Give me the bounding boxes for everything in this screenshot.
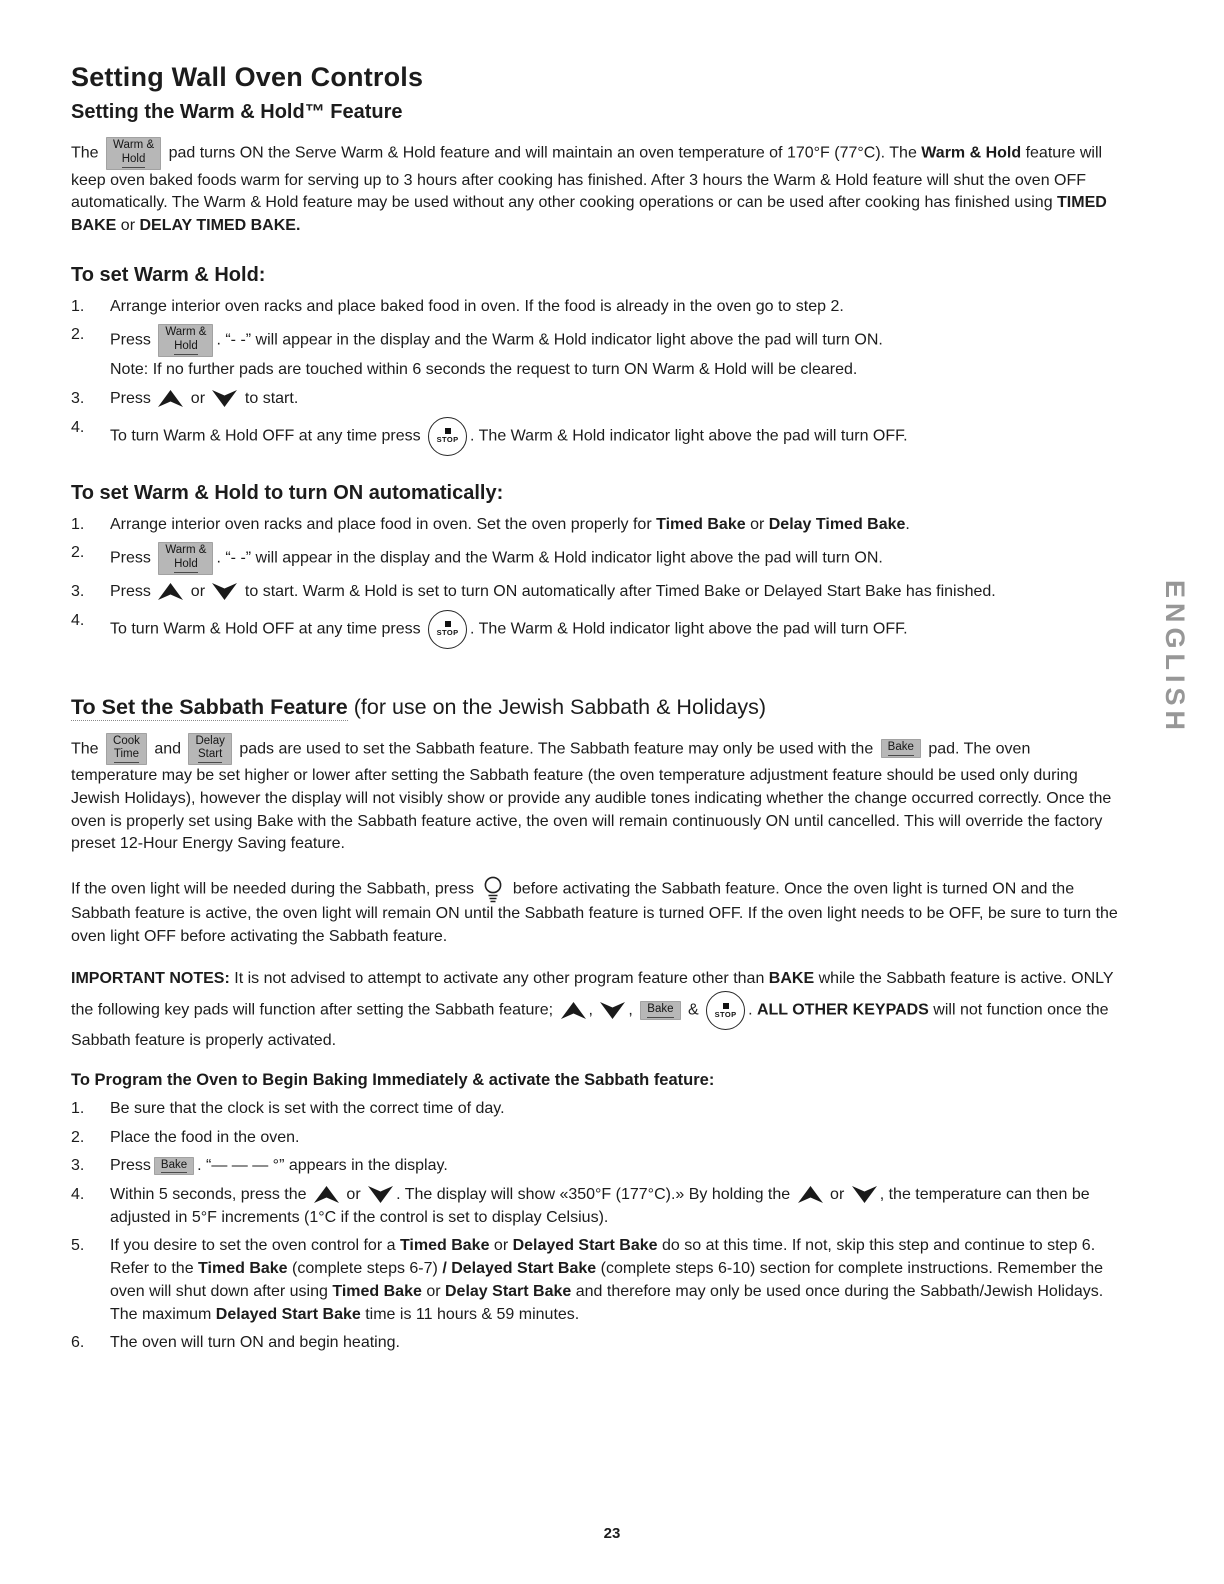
stop-icon: [428, 610, 467, 649]
sabbath-intro: The Cook Time and Delay Start pads are used to set the Sabbath feature. The Sabbath feature may only be used with the Bake pad. The oven temperature may be set higher or lower after setting the Sabbath feature (the oven temperature adjustment feature should be used only during Jewish Holidays), however the display will not visibly show or provide any audible tones indicating whether the change occurred correctly. Once the oven is properly set using Bake with the Sabbath feature active, the oven will remain continuously ON until cancelled. This will override the factory preset 12-Hour Energy Saving feature.: [71, 734, 1112, 853]
bake-pad: [640, 1001, 680, 1020]
step-text: [110, 324, 1120, 381]
emphasis-text: DELAY TIMED BAKE.: [139, 217, 301, 235]
stop-icon: [706, 991, 745, 1030]
delay-start-pad: [188, 733, 231, 766]
step-text: The oven will turn ON and begin heating.: [110, 1334, 400, 1352]
step-number: 1.: [71, 1099, 85, 1117]
down-arrow-icon: [600, 1002, 625, 1019]
step-item: [71, 1098, 1120, 1121]
step-text: Press or to start.: [110, 389, 299, 407]
bake-pad: [154, 1157, 194, 1176]
step-item: [71, 324, 1120, 381]
sabbath-light-paragraph: If the oven light will be needed during the Sabbath, press before activating the Sabbath feature. Once the oven light is turned ON and the Sabbath feature is active, the oven light will remain ON until the Sabbath feature is turned OFF. If the oven light needs to be OFF, be sure to turn the oven light OFF before activating the Sabbath feature.: [71, 876, 1120, 948]
emphasis-text: Delay Start Bake: [445, 1282, 572, 1300]
step-text: Be sure that the clock is set with the correct time of day.: [110, 1099, 505, 1117]
sabbath-heading-bold: To Set the Sabbath Feature: [71, 694, 348, 719]
down-arrow-icon: [368, 1186, 393, 1203]
pad-label: Hold: [174, 340, 198, 355]
auto-warm-hold-steps: [71, 514, 1120, 649]
up-arrow-icon: [561, 1002, 586, 1019]
warm-hold-feature-heading: Setting the Warm & Hold™ Feature: [71, 101, 403, 123]
step-item: [71, 581, 1120, 604]
stop-indicator-square: [445, 428, 451, 434]
warm-hold-pad: [158, 324, 213, 357]
sabbath-heading: [71, 695, 1120, 720]
sabbath-important-notes: IMPORTANT NOTES: It is not advised to attempt to activate any other program feature other than BAKE while the Sabbath feature is active. ONLY the following key pads will function after setting the Sabbath feature; , , Bake & STOP . ALL OTHER KEYPADS will not function once the Sabbath feature is properly activated.: [71, 970, 1114, 1050]
emphasis-text: / Delayed Start Bake: [442, 1260, 597, 1278]
step-item: [71, 1184, 1120, 1229]
down-arrow-icon: [212, 390, 237, 407]
up-arrow-icon: [798, 1186, 823, 1203]
step-item: [71, 388, 1120, 411]
pad-label: Bake: [161, 1159, 187, 1174]
step-item: [71, 296, 1120, 319]
pad-label: Hold: [122, 153, 146, 168]
emphasis-text: Delay Timed Bake: [768, 515, 906, 533]
up-arrow-icon: [314, 1186, 339, 1203]
step-text: To turn Warm & Hold OFF at any time press STOP . The Warm & Hold indicator light above the pad will turn OFF.: [110, 417, 1120, 456]
step-number: 4.: [71, 611, 85, 629]
emphasis-text: ALL OTHER KEYPADS: [756, 1001, 929, 1019]
emphasis-text: TIMED BAKE: [71, 194, 1107, 235]
step-text: Arrange interior oven racks and place food in oven. Set the oven properly for Timed Bake or Delay Timed Bake.: [110, 515, 910, 533]
step-number: 3.: [71, 389, 85, 407]
pad-label: Time: [114, 748, 139, 763]
step-number: 4.: [71, 418, 85, 436]
step-item: [71, 1235, 1120, 1326]
set-warm-hold-heading: To set Warm & Hold:: [71, 263, 266, 286]
stop-indicator-square: [723, 1003, 729, 1009]
step-number: 4.: [71, 1186, 85, 1204]
pad-label: Cook: [113, 734, 140, 747]
pad-label: Delay: [195, 734, 225, 747]
emphasis-text: Delayed Start Bake: [215, 1305, 361, 1323]
page-title: Setting Wall Oven Controls: [71, 62, 424, 92]
step-text: Press Bake . “— — — °” appears in the display.: [110, 1157, 448, 1175]
program-oven-heading: To Program the Oven to Begin Baking Immediately & activate the Sabbath feature:: [71, 1070, 715, 1089]
step-item: [71, 514, 1120, 537]
step-text: To turn Warm & Hold OFF at any time press STOP . The Warm & Hold indicator light above the pad will turn OFF.: [110, 610, 1120, 649]
up-arrow-icon: [158, 583, 183, 600]
step-main-text: Press Warm & Hold . “- -” will appear in the display and the Warm & Hold indicator light above the pad will turn ON.: [110, 324, 1120, 357]
down-arrow-icon: [852, 1186, 877, 1203]
sabbath-heading-rest: (for use on the Jewish Sabbath & Holidays): [347, 694, 767, 719]
warm-hold-intro: The Warm & Hold pad turns ON the Serve Warm & Hold feature and will maintain an oven temperature of 170°F (77°C). The Warm & Hold feature will keep oven baked foods warm for serving up to 3 hours after cooking has finished. After 3 hours the Warm & Hold feature will shut the oven OFF automatically. The Warm & Hold feature may be used without any other cooking operations or can be used after cooking has finished using TIMED BAKE or DELAY TIMED BAKE.: [71, 139, 1107, 235]
warm-hold-pad: [158, 542, 213, 575]
up-arrow-icon: [158, 390, 183, 407]
down-arrow-icon: [212, 583, 237, 600]
step-number: 3.: [71, 582, 85, 600]
step-number: 1.: [71, 515, 85, 533]
stop-label: STOP: [714, 1009, 737, 1019]
stop-indicator-square: [445, 621, 451, 627]
step-text: Place the food in the oven.: [110, 1128, 300, 1146]
set-warm-hold-steps: [71, 296, 1120, 456]
stop-label: STOP: [436, 435, 459, 445]
pad-label: Warm &: [165, 544, 207, 557]
stop-label: STOP: [436, 628, 459, 638]
step-item: [71, 1127, 1120, 1150]
emphasis-text: Delayed Start Bake: [512, 1237, 658, 1255]
emphasis-text: BAKE: [768, 970, 815, 988]
step-text: Within 5 seconds, press the or . The display will show «350°F (177°C).» By holding the or , the temperature can then be adjusted in 5°F increments (1°C if the control is set to display Celsius).: [110, 1186, 1090, 1226]
pad-label: Start: [198, 748, 222, 763]
step-number: 6.: [71, 1334, 85, 1352]
step-item: [71, 610, 1120, 649]
oven-light-icon: [481, 876, 505, 903]
emphasis-text: Timed Bake: [656, 515, 746, 533]
step-text: If you desire to set the oven control for a Timed Bake or Delayed Start Bake do so at this time. If not, skip this step and continue to step 6. Refer to the Timed Bake (complete steps 6-7) / Delayed Start Bake (complete steps 6-10) section for complete instructions. Remember the oven will shut down after using Timed Bake or Delay Start Bake and therefore may only be used once during the Sabbath/Jewish Holidays. The maximum Delayed Start Bake time is 11 hours & 59 minutes.: [110, 1237, 1104, 1323]
auto-warm-hold-heading: To set Warm & Hold to turn ON automatically:: [71, 481, 504, 504]
step-text: Press Warm & Hold . “- -” will appear in the display and the Warm & Hold indicator light above the pad will turn ON.: [110, 542, 1120, 575]
emphasis-text: Timed Bake: [399, 1237, 490, 1255]
program-oven-steps: [71, 1098, 1120, 1355]
pad-label: Hold: [174, 558, 198, 573]
pad-label: Bake: [888, 741, 914, 756]
step-number: 2.: [71, 544, 85, 562]
warm-hold-pad: [106, 137, 161, 170]
bake-pad: [881, 739, 921, 758]
stop-icon: [428, 417, 467, 456]
pad-label: Bake: [647, 1003, 673, 1018]
emphasis-text: Warm & Hold: [921, 144, 1022, 162]
step-item: [71, 1332, 1120, 1355]
step-number: 5.: [71, 1237, 85, 1255]
step-number: 1.: [71, 297, 85, 315]
page-number: 23: [603, 1525, 621, 1542]
step-number: 3.: [71, 1157, 85, 1175]
step-number: 2.: [71, 1128, 85, 1146]
emphasis-text: Timed Bake: [332, 1282, 422, 1300]
step-note: Note: If no further pads are touched within 6 seconds the request to turn ON Warm & Hold will be cleared.: [110, 361, 858, 379]
step-item: [71, 542, 1120, 575]
emphasis-text: Timed Bake: [198, 1260, 288, 1278]
pad-label: Warm &: [113, 139, 155, 151]
cook-time-pad: [106, 733, 147, 766]
step-item: [71, 417, 1120, 456]
pad-label: Warm &: [165, 326, 207, 339]
step-text: Press or to start. Warm & Hold is set to turn ON automatically after Timed Bake or Delayed Start Bake has finished.: [110, 582, 996, 600]
emphasis-text: IMPORTANT NOTES:: [71, 970, 230, 988]
step-item: [71, 1155, 1120, 1178]
language-sidebar-label: ENGLISH: [1160, 580, 1190, 736]
step-text: Arrange interior oven racks and place baked food in oven. If the food is already in the oven go to step 2.: [110, 297, 844, 315]
step-number: 2.: [71, 326, 85, 344]
